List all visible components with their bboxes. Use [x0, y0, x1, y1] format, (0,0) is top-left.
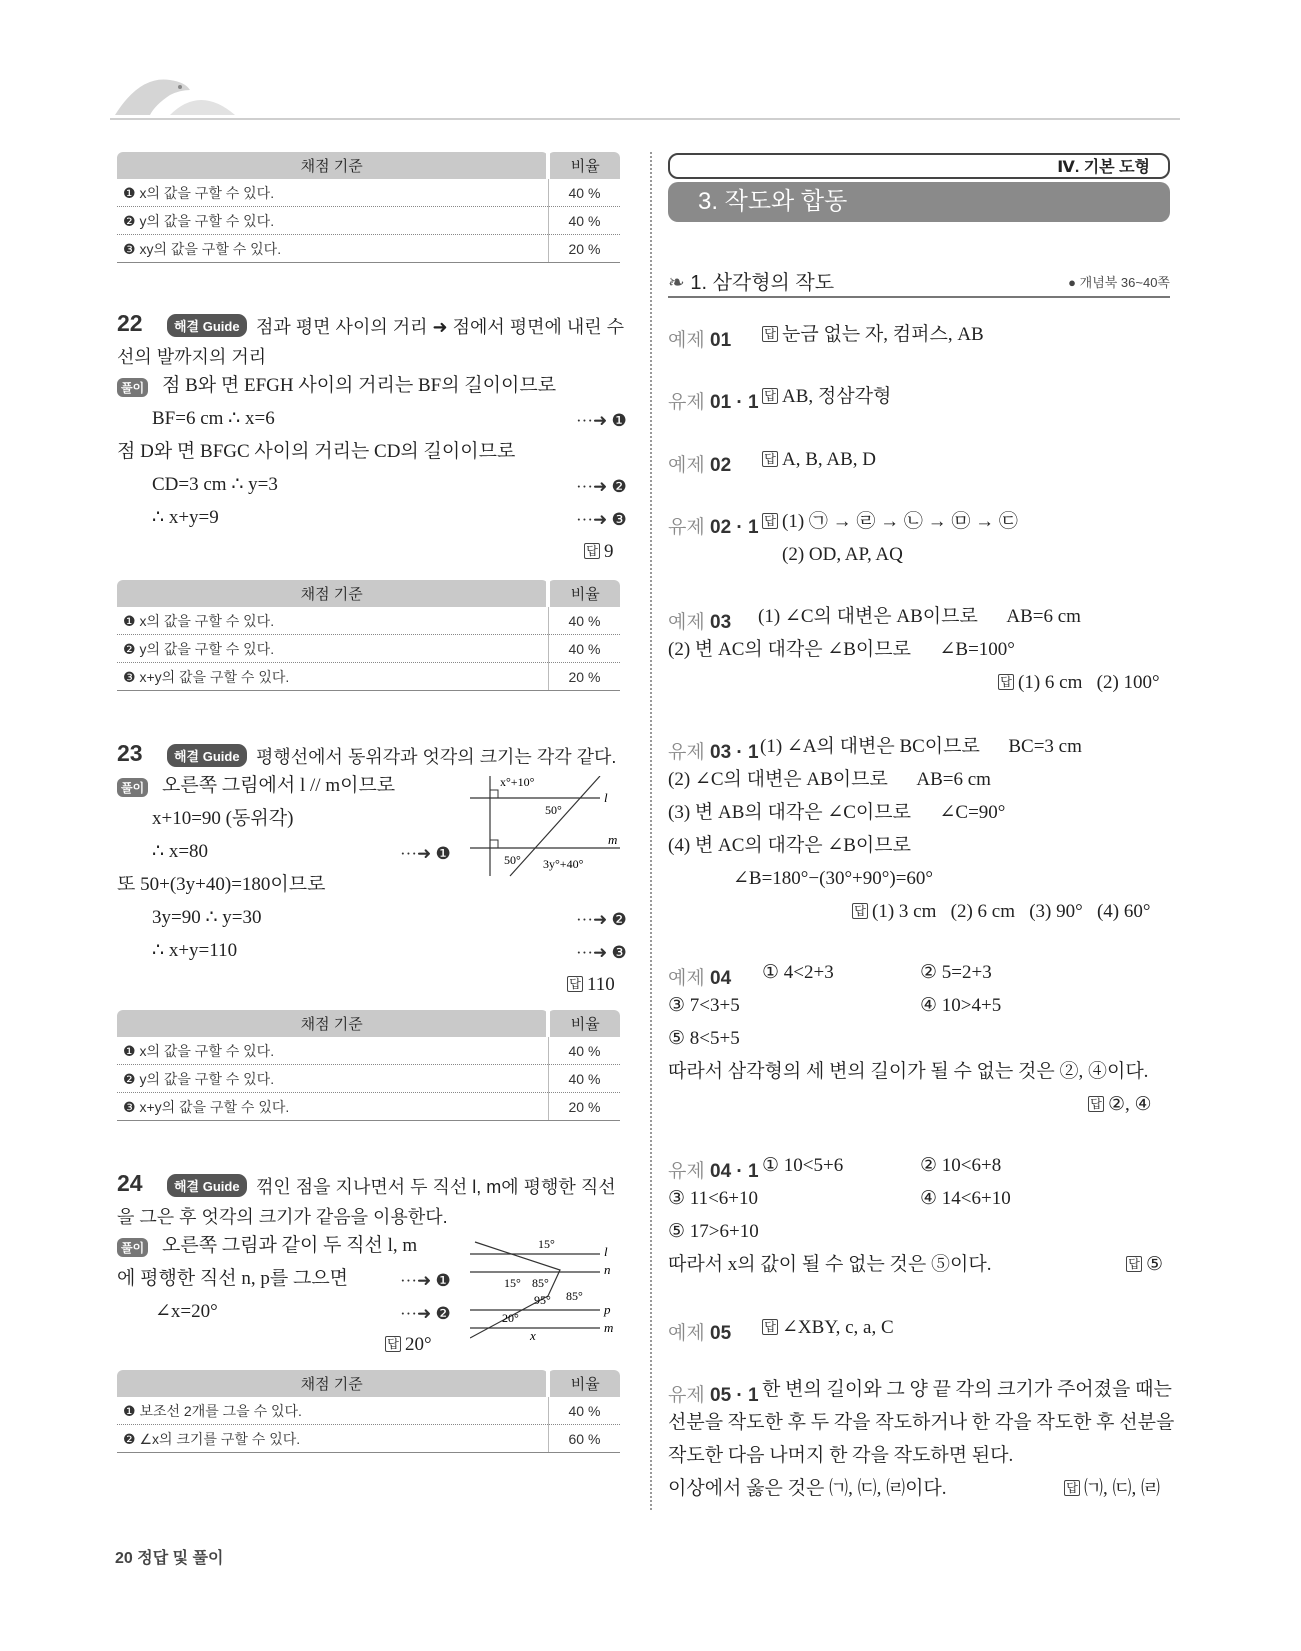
solution-line: x+10=90 (동위각) [152, 808, 294, 829]
step-marker: ···➜ ❸ [576, 510, 627, 529]
answer: 답 ㈀, ㈂, ㈃ [1064, 1479, 1160, 1498]
choice: ② 10<6+8 [920, 1155, 1002, 1176]
solution-line: BF=6 cm ∴ x=6 [152, 408, 275, 429]
svg-text:85°: 85° [566, 1289, 583, 1303]
guide-text: 선의 발까지의 거리 [117, 347, 267, 367]
ratio-header: 비율 [548, 152, 620, 179]
solution-line: (1) ∠A의 대변은 BC이므로 BC=3 cm [760, 736, 1082, 757]
example-label: 예제 03 [668, 612, 732, 633]
exercise-label: 유제 04 · 1 [668, 1161, 759, 1182]
svg-text:p: p [604, 1302, 611, 1317]
solution-line: 또 50+(3y+40)=180이므로 [117, 874, 326, 895]
answer-icon: 답 [762, 326, 778, 342]
solution-line: 오른쪽 그림과 같이 두 직선 l, m [162, 1235, 418, 1256]
svg-text:x: x [530, 1328, 536, 1342]
choice: ⑤ 17>6+10 [668, 1221, 759, 1242]
svg-text:n: n [604, 1262, 611, 1277]
parallel-lines-figure-24 [470, 1232, 620, 1342]
choice: ② 5=2+3 [920, 962, 992, 983]
svg-text:m: m [604, 1320, 614, 1335]
answer: 답 (1) 3 cm (2) 6 cm (3) 90° (4) 60° [852, 902, 1151, 921]
choice: ⑤ 8<5+5 [668, 1028, 740, 1049]
answer: 답 눈금 없는 자, 컴퍼스, AB [762, 325, 984, 344]
answer-icon: 답 [762, 451, 778, 467]
table-row: ❶ x의 값을 구할 수 있다. 40 % [117, 607, 620, 635]
answer-icon: 답 [385, 1336, 401, 1352]
scoring-table-22: 채점 기준 비율 ❶ x의 값을 구할 수 있다. 40 % ❷ y의 값을 구할 수 있다. 40 % ❸ x+y의 값을 구할 수 있다. 20 % [117, 580, 620, 691]
concept-book-ref: ● 개념북 36~40쪽 [1068, 275, 1170, 290]
column-divider [650, 152, 652, 1510]
answer: 답 A, B, AB, D [762, 450, 876, 469]
section-title: 3. 작도와 합동 [668, 182, 1170, 222]
guide-text: 을 그은 후 엇각의 크기가 같음을 이용한다. [117, 1207, 448, 1227]
example-label: 예제 05 [668, 1323, 732, 1344]
guide-badge: 해결 Guide [167, 314, 247, 337]
subsection-title: ❧ 1. 삼각형의 작도 ● 개념북 36~40쪽 [668, 266, 1170, 298]
solution-line: (1) ∠C의 대변은 AB이므로 AB=6 cm [758, 606, 1081, 627]
solution-line: (2) OD, AP, AQ [782, 544, 903, 565]
scoring-table-24: 채점 기준 비율 ❶ 보조선 2개를 그을 수 있다. 40 % ❷ ∠x의 크기를 구할 수 있다. 60 % [117, 1370, 620, 1453]
solution-line: ∴ x=80 [152, 841, 209, 862]
solution-line: ∠B=180°−(30°+90°)=60° [733, 868, 934, 889]
problem-number: 22 [117, 310, 143, 336]
choice: ④ 14<6+10 [920, 1188, 1011, 1209]
svg-text:3y°+40°: 3y°+40° [543, 857, 584, 871]
exercise-label: 유제 03 · 1 [668, 742, 759, 763]
solution-line: ∠x=20° [155, 1301, 218, 1322]
solution-line: 3y=90 ∴ y=30 [152, 907, 262, 928]
example-label: 예제 04 [668, 968, 732, 989]
step-marker: ···➜ ❷ [576, 910, 627, 929]
answer: 답 (1) ㉠ → ㉣ → ㉡ → ㉤ → ㉢ [762, 512, 1018, 531]
answer-icon: 답 [762, 388, 778, 404]
answer: 답 110 [567, 975, 615, 994]
answer: 답 ⑤ [1126, 1255, 1163, 1274]
scoring-table-23: 채점 기준 비율 ❶ x의 값을 구할 수 있다. 40 % ❷ y의 값을 구할 수 있다. 40 % ❸ x+y의 값을 구할 수 있다. 20 % [117, 1010, 620, 1121]
solution-line: 따라서 x의 값이 될 수 없는 것은 ⑤이다. [668, 1254, 992, 1275]
solution-line: 한 변의 길이와 그 양 끝 각의 크기가 주어졌을 때는 [762, 1379, 1172, 1400]
answer-icon: 답 [1064, 1480, 1080, 1496]
answer-icon: 답 [998, 674, 1014, 690]
exercise-label: 유제 05 · 1 [668, 1385, 759, 1406]
table-row: ❷ ∠x의 크기를 구할 수 있다. 60 % [117, 1425, 620, 1453]
table-row: ❶ x의 값을 구할 수 있다. 40 % [117, 1037, 620, 1065]
answer-icon: 답 [762, 513, 778, 529]
answer-icon: 답 [852, 903, 868, 919]
answer: 답 ②, ④ [1088, 1095, 1152, 1114]
svg-text:l: l [604, 1244, 608, 1259]
svg-text:20°: 20° [502, 1311, 519, 1325]
problem-number: 23 [117, 740, 143, 766]
parallel-lines-figure-23 [470, 776, 620, 884]
step-marker: ···➜ ❶ [400, 844, 451, 863]
choice: ① 10<5+6 [762, 1155, 844, 1176]
svg-text:l: l [604, 790, 608, 805]
header-rule [110, 118, 1180, 120]
solution-line: 선분을 작도한 후 두 각을 작도하거나 한 각을 작도한 후 선분을 [668, 1412, 1175, 1433]
step-marker: ···➜ ❷ [576, 477, 627, 496]
step-marker: ···➜ ❸ [576, 943, 627, 962]
solution-line: (2) 변 AC의 대각은 ∠B이므로 ∠B=100° [668, 639, 1015, 660]
step-marker: ···➜ ❶ [400, 1271, 451, 1290]
solution-line: (4) 변 AC의 대각은 ∠B이므로 [668, 835, 911, 856]
svg-text:85°: 85° [532, 1276, 549, 1290]
solution-line: 에 평행한 직선 n, p를 그으면 [117, 1268, 349, 1289]
exercise-label: 유제 01 · 1 [668, 392, 759, 413]
svg-text:50°: 50° [504, 853, 521, 867]
svg-text:m: m [608, 832, 618, 847]
svg-text:x°+10°: x°+10° [500, 776, 535, 789]
guide-text: 꺾인 점을 지나면서 두 직선 l, m에 평행한 직선 [256, 1177, 616, 1197]
solution-line: CD=3 cm ∴ y=3 [152, 474, 278, 495]
choice: ① 4<2+3 [762, 962, 834, 983]
guide-text: 평행선에서 동위각과 엇각의 크기는 각각 같다. [256, 747, 617, 767]
choice: ③ 11<6+10 [668, 1188, 759, 1209]
choice: ④ 10>4+5 [920, 995, 1002, 1016]
table-row: ❸ x+y의 값을 구할 수 있다. 20 % [117, 1093, 620, 1121]
solution-line: (3) 변 AB의 대각은 ∠C이므로 ∠C=90° [668, 802, 1006, 823]
solution-line: ∴ x+y=110 [152, 940, 238, 961]
choice: ③ 7<3+5 [668, 995, 740, 1016]
solution-line: 이상에서 옳은 것은 ㈀, ㈂, ㈃이다. [668, 1478, 947, 1499]
solution-badge: 풀이 [117, 378, 148, 397]
table-row: ❶ 보조선 2개를 그을 수 있다. 40 % [117, 1397, 620, 1425]
leaf-icon: ❧ [668, 272, 685, 294]
criteria-header: 채점 기준 [117, 152, 548, 179]
answer: 답 (1) 6 cm (2) 100° [998, 673, 1160, 692]
step-marker: ···➜ ❶ [576, 411, 627, 430]
answer: 답 20° [385, 1335, 432, 1354]
answer: 답 9 [584, 542, 614, 561]
answer: 답 AB, 정삼각형 [762, 387, 891, 406]
table-row: ❸ x+y의 값을 구할 수 있다. 20 % [117, 663, 620, 691]
table-row: ❶ x의 값을 구할 수 있다. 40 % [117, 179, 620, 207]
svg-text:50°: 50° [545, 803, 562, 817]
answer-icon: 답 [567, 976, 583, 992]
example-label: 예제 02 [668, 455, 732, 476]
answer-icon: 답 [584, 543, 600, 559]
guide-text: 점과 평면 사이의 거리 ➜ 점에서 평면에 내린 수 [256, 317, 625, 337]
solution-badge: 풀이 [117, 1238, 148, 1257]
page-footer: 20 정답 및 풀이 [115, 1550, 224, 1567]
solution-line: (2) ∠C의 대변은 AB이므로 AB=6 cm [668, 769, 991, 790]
solution-line: 작도한 다음 나머지 한 각을 작도하면 된다. [668, 1445, 1014, 1466]
solution-line: 점 D와 면 BFGC 사이의 거리는 CD의 길이이므로 [117, 441, 516, 462]
svg-text:15°: 15° [504, 1276, 521, 1290]
answer-icon: 답 [1088, 1096, 1104, 1112]
table-row: ❷ y의 값을 구할 수 있다. 40 % [117, 1065, 620, 1093]
solution-line: ∴ x+y=9 [152, 507, 219, 528]
svg-text:15°: 15° [538, 1237, 555, 1251]
scoring-table-21 [117, 152, 620, 263]
exercise-label: 유제 02 · 1 [668, 517, 759, 538]
solution-line: 따라서 삼각형의 세 변의 길이가 될 수 없는 것은 ②, ④이다. [668, 1061, 1149, 1082]
svg-text:95°: 95° [534, 1293, 551, 1307]
example-label: 예제 01 [668, 330, 732, 351]
dolphin-header-icon [110, 70, 240, 120]
step-marker: ···➜ ❷ [400, 1304, 451, 1323]
table-row: ❸ xy의 값을 구할 수 있다. 20 % [117, 235, 620, 263]
answer: 답 ∠XBY, c, a, C [762, 1318, 894, 1337]
guide-badge: 해결 Guide [167, 744, 247, 767]
table-row: ❷ y의 값을 구할 수 있다. 40 % [117, 635, 620, 663]
table-row: ❷ y의 값을 구할 수 있다. 40 % [117, 207, 620, 235]
solution-badge: 풀이 [117, 778, 148, 797]
solution-line: 점 B와 면 EFGH 사이의 거리는 BF의 길이이므로 [162, 375, 557, 396]
problem-number: 24 [117, 1170, 143, 1196]
answer-icon: 답 [762, 1319, 778, 1335]
chapter-title: Ⅳ. 기본 도형 [668, 153, 1170, 179]
answer-icon: 답 [1126, 1256, 1142, 1272]
guide-badge: 해결 Guide [167, 1174, 247, 1197]
solution-line: 오른쪽 그림에서 l // m이므로 [162, 775, 396, 796]
